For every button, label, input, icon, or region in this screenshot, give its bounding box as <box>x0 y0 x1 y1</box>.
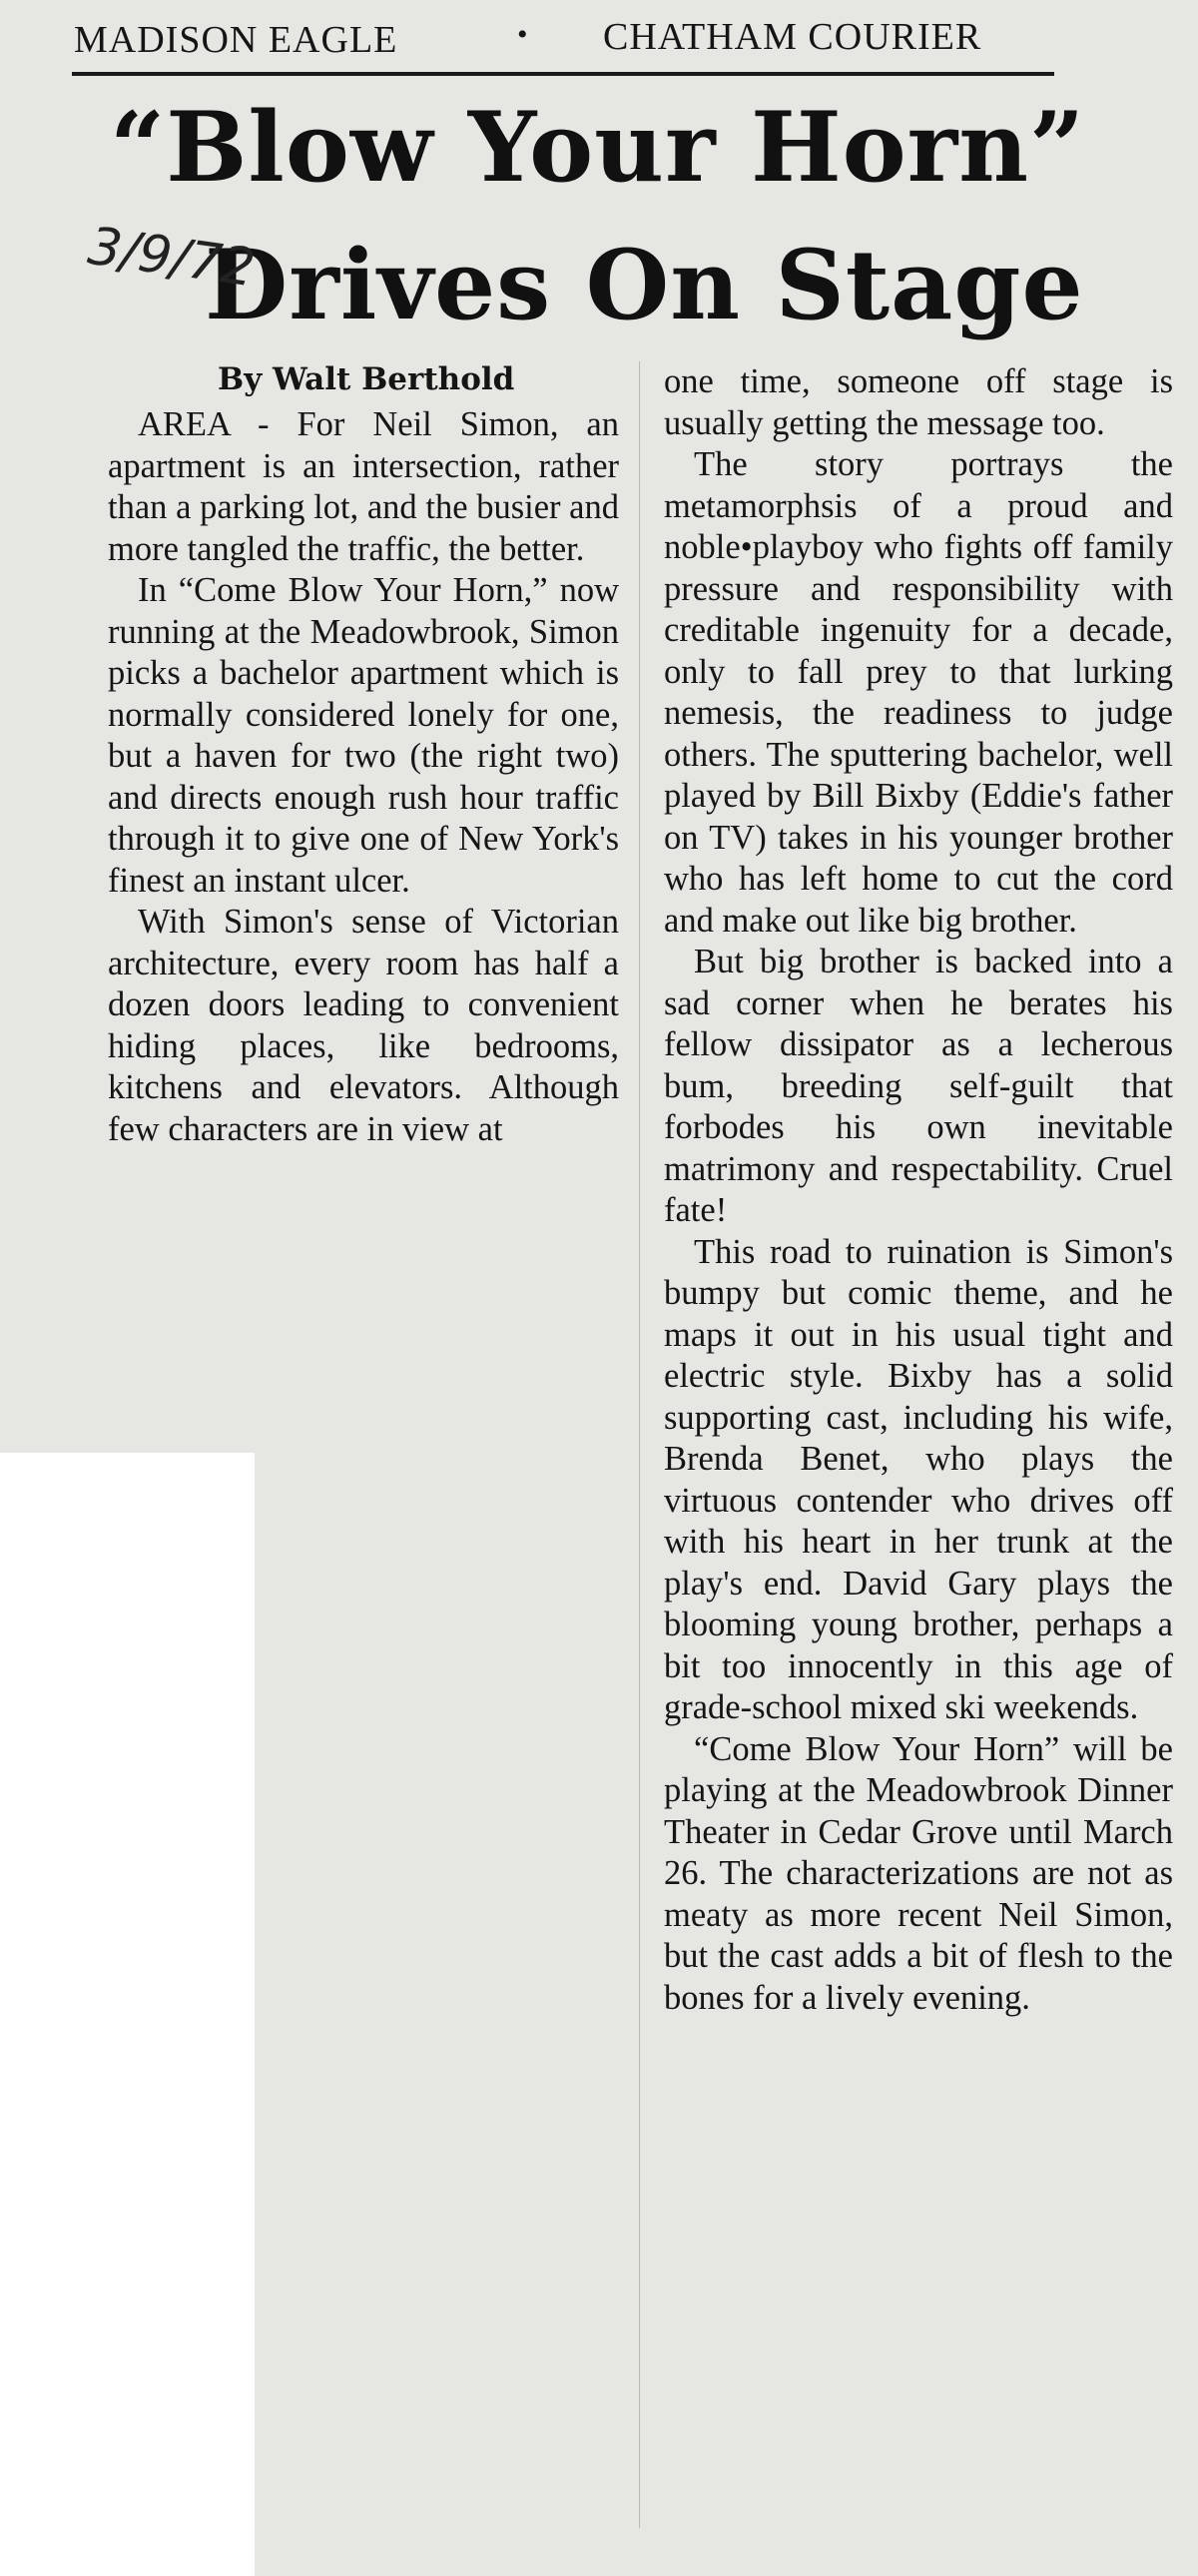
headline-line-2: Drives On Stage <box>205 229 1084 341</box>
article-paragraph: The story portrays the metamorphsis of a proud and noble•playboy who fights off family pressure and responsibility with creditable ingenuity for a decade, only to fall prey to that lurking nemesis, the readiness to judge others. The sputtering bachelor, well played by Bill Bixby (Eddie's father on TV) takes in his younger brother who has left home to cut the cord and make out like big brother. <box>664 445 1173 940</box>
handwritten-date: 3/9/72 <box>84 216 259 300</box>
article-paragraph: This road to ruination is Simon's bumpy but comic theme, and he maps it out in his usual tight and electric style. Bixby has a solid supporting cast, including his wife, Brenda Benet, who plays the virtuous contender who drives off with his heart in her trunk at the play's end. David Gary plays the blooming young brother, perhaps a bit too innocently in this age of grade-school mixed ski weekends. <box>664 1232 1173 1726</box>
masthead <box>72 10 1054 76</box>
article-paragraph: In “Come Blow Your Horn,” now running at the Meadowbrook, Simon picks a bachelor apartment which is normally considered lonely for one, but a haven for two (the right two) and directs enough rush hour traffic through it to give one of New York's finest an instant ulcer. <box>108 571 619 900</box>
column-divider <box>639 361 640 2528</box>
headline-line-1: “Blow Your Horn” <box>110 91 1086 204</box>
article-paragraph: AREA - For Neil Simon, an apartment is an intersection, rather than a parking lot, and the busier and more tangled the traffic, the better. <box>108 405 619 568</box>
article-paragraph: “Come Blow Your Horn” will be playing at the Meadowbrook Dinner Theater in Cedar Grove until March 26. The characterizations are not as meaty as more recent Neil Simon, but the cast adds a bit of flesh to the bones for a lively evening. <box>664 1729 1173 2017</box>
byline: By Walt Berthold <box>218 361 515 397</box>
publication-name-left: MADISON EAGLE <box>74 19 398 61</box>
masthead-separator: • <box>517 18 529 51</box>
article-paragraph-continuation: one time, someone off stage is usually getting the message too. <box>664 362 1173 442</box>
article-column-left <box>108 404 619 1150</box>
article-paragraph: But big brother is backed into a sad corner when he berates his fellow dissipator as a lecherous bum, breeding self-guilt that forbodes his own inevitable matrimony and respectability. Cruel fate! <box>664 943 1173 1229</box>
article-column-right <box>664 361 1173 2019</box>
article-paragraph: With Simon's sense of Victorian architecture, every room has half a dozen doors leading to convenient hiding places, like bedrooms, kitchens and elevators. Although few characters are in view at <box>108 903 619 1148</box>
publication-name-right: CHATHAM COURIER <box>603 16 982 58</box>
